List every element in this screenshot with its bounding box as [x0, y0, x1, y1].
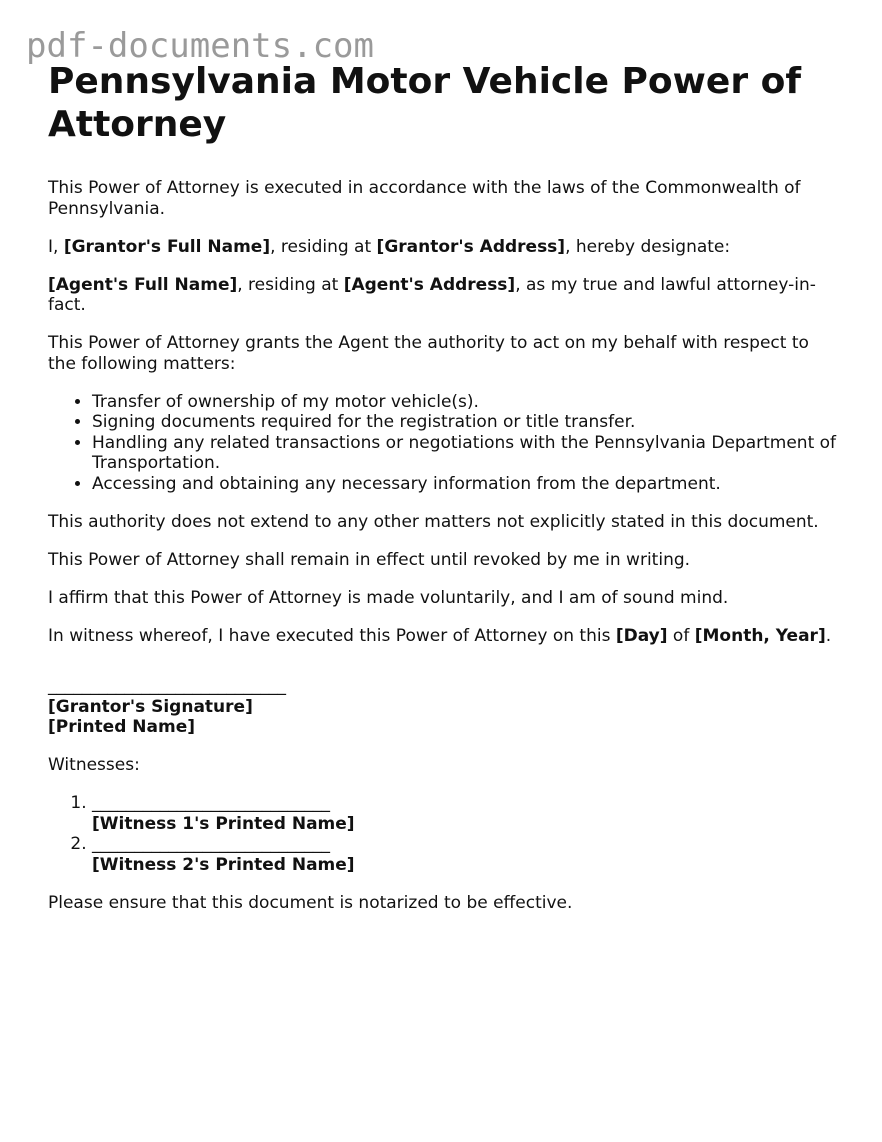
agent-address-placeholder: [Agent's Address] [343, 274, 516, 295]
witness-whereof-middle: of [667, 625, 695, 646]
agent-suffix: , as my true and lawful attorney-in-fact. [48, 274, 816, 315]
list-item: • Transfer of ownership of my motor vehicle(s). [92, 392, 838, 413]
list-item: • Accessing and obtaining any necessary information from the department. [92, 474, 838, 495]
watermark-logo: pdf-documents.com [26, 26, 374, 66]
day-placeholder: [Day] [615, 625, 668, 646]
document-page [48, 60, 838, 931]
list-item: • Handling any related transactions or negotiations with the Pennsylvania Department of Transportation. [92, 433, 838, 474]
grantor-signature-line: ____________________________ [48, 676, 286, 696]
agent-middle: , residing at [237, 274, 344, 295]
witnesses-label: Witnesses: [48, 755, 140, 775]
agent-name-placeholder: [Agent's Full Name] [48, 274, 238, 295]
witness-whereof-paragraph [48, 626, 838, 647]
list-item [92, 834, 838, 875]
grantor-prefix: I, [48, 236, 64, 257]
printed-name-label: [Printed Name] [48, 717, 195, 737]
grantor-signature-block [48, 676, 838, 738]
list-item [92, 793, 838, 834]
document-title: Pennsylvania Motor Vehicle Power of Attorney [48, 61, 802, 145]
witness-whereof-suffix: . [825, 625, 832, 646]
grantor-signature-label: [Grantor's Signature] [48, 696, 253, 717]
witness-signature-line: 1. ____________________________ [92, 793, 330, 813]
matters-list [48, 392, 838, 495]
grantor-paragraph [48, 237, 838, 258]
limitation-paragraph: This authority does not extend to any other matters not explicitly stated in this document. [48, 511, 819, 532]
closing-paragraph: Please ensure that this document is notarized to be effective. [48, 892, 573, 913]
grantor-suffix: , hereby designate: [565, 236, 731, 257]
list-item: • Signing documents required for the registration or title transfer. [92, 412, 838, 433]
intro-paragraph: This Power of Attorney is executed in accordance with the laws of the Commonwealth of Pennsylvania. [48, 178, 801, 219]
agent-paragraph [48, 275, 838, 316]
witnesses-list [48, 793, 838, 875]
witness-whereof-prefix: In witness whereof, I have executed this Power of Attorney on this [48, 625, 616, 646]
witness-signature-line: 2. ____________________________ [92, 834, 330, 854]
witness-printed-name-label: [Witness 1's Printed Name] [92, 813, 355, 834]
grantor-name-placeholder: [Grantor's Full Name] [63, 236, 271, 257]
month-year-placeholder: [Month, Year] [694, 625, 826, 646]
affirmation-paragraph: I affirm that this Power of Attorney is made voluntarily, and I am of sound mind. [48, 587, 729, 608]
grantor-address-placeholder: [Grantor's Address] [376, 236, 566, 257]
grants-paragraph: This Power of Attorney grants the Agent the authority to act on my behalf with respect to the following matters: [48, 333, 809, 374]
grantor-middle: , residing at [270, 236, 377, 257]
duration-paragraph: This Power of Attorney shall remain in effect until revoked by me in writing. [48, 549, 691, 570]
witness-printed-name-label: [Witness 2's Printed Name] [92, 854, 355, 875]
